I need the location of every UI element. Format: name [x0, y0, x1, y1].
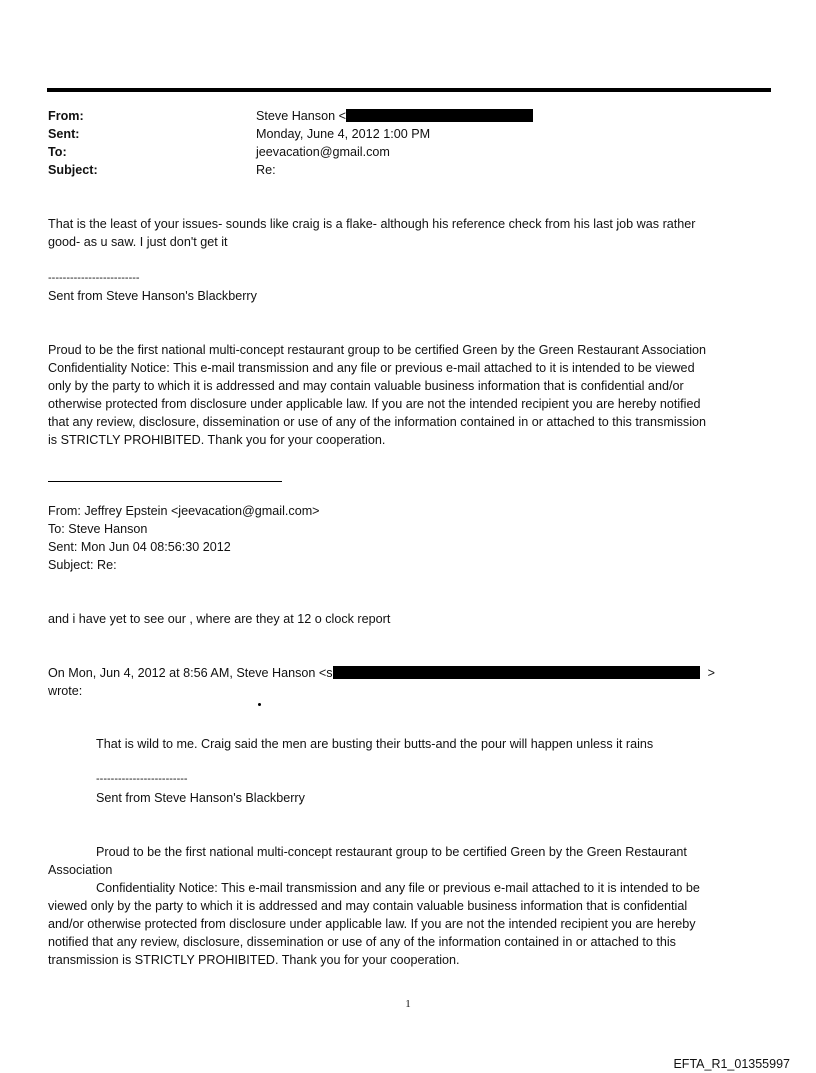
from-label: From: — [48, 109, 84, 123]
confidentiality-line-5: is STRICTLY PROHIBITED. Thank you for your cooperation. — [48, 433, 386, 447]
signature-separator: ------------------------- — [48, 272, 140, 284]
quoted-message: and i have yet to see our , where are they at 12 o clock report — [48, 612, 391, 626]
subject-label: Subject: — [48, 163, 98, 177]
nested-signature: Sent from Steve Hanson's Blackberry — [96, 791, 305, 805]
nested-confidentiality-2: viewed only by the party to which it is addressed and may contain valuable business information that is confidential — [48, 899, 688, 913]
confidentiality-line-4: that any review, disclosure, dissemination or use of any of the information contained in or attached to this transmission — [48, 415, 707, 429]
green-notice: Proud to be the first national multi-concept restaurant group to be certified Green by the Green Restaurant Association — [48, 343, 707, 357]
to-label: To: — [48, 145, 67, 159]
quoted-subject: Subject: Re: — [48, 558, 117, 572]
nested-confidentiality-3: and/or otherwise protected from disclosure under applicable law. If you are not the intended recipient you are hereby — [48, 917, 696, 931]
from-value — [256, 107, 533, 125]
on-wrote-line — [48, 664, 768, 682]
nested-confidentiality-1: Confidentiality Notice: This e-mail transmission and any file or previous e-mail attached to it is intended to be — [96, 881, 700, 895]
redaction-bar — [333, 666, 700, 679]
confidentiality-line-2: only by the party to which it is addressed and may contain valuable business information that is confidential and/or — [48, 379, 684, 393]
nested-confidentiality-5: transmission is STRICTLY PROHIBITED. Thank you for your cooperation. — [48, 953, 460, 967]
body-line-1: That is the least of your issues- sounds like craig is a flake- although his reference check from his last job was rather — [48, 217, 696, 231]
stray-mark — [258, 703, 261, 706]
quoted-to: To: Steve Hanson — [48, 522, 148, 536]
sent-label: Sent: — [48, 127, 80, 141]
nested-message: That is wild to me. Craig said the men are busting their butts-and the pour will happen unless it rains — [96, 737, 654, 751]
on-wrote-text: On Mon, Jun 4, 2012 at 8:56 AM, Steve Hanson <s — [48, 666, 333, 680]
from-value-text: Steve Hanson < — [256, 109, 346, 123]
nested-green-notice-2: Association — [48, 863, 113, 877]
wrote-label: wrote: — [48, 684, 83, 698]
quote-divider — [48, 481, 282, 482]
on-wrote-end: > — [707, 666, 715, 680]
header-rule — [47, 88, 771, 92]
redaction-bar — [346, 109, 533, 122]
body-line-2: good- as u saw. I just don't get it — [48, 235, 228, 249]
page-number: 1 — [405, 998, 411, 1010]
confidentiality-line-1: Confidentiality Notice: This e-mail transmission and any file or previous e-mail attached to it is intended to be viewed — [48, 361, 695, 375]
quoted-from: From: Jeffrey Epstein <jeevacation@gmail.com> — [48, 504, 320, 518]
nested-confidentiality-4: notified that any review, disclosure, dissemination or use of any of the information contained in or attached to this — [48, 935, 676, 949]
to-value: jeevacation@gmail.com — [256, 145, 390, 159]
nested-signature-separator: ------------------------- — [96, 773, 188, 785]
subject-value: Re: — [256, 163, 276, 177]
sent-value: Monday, June 4, 2012 1:00 PM — [256, 127, 431, 141]
confidentiality-line-3: otherwise protected from disclosure under applicable law. If you are not the intended recipient you are hereby notified — [48, 397, 701, 411]
nested-green-notice-1: Proud to be the first national multi-concept restaurant group to be certified Green by the Green Restaurant — [96, 845, 687, 859]
signature-line: Sent from Steve Hanson's Blackberry — [48, 289, 257, 303]
quoted-sent: Sent: Mon Jun 04 08:56:30 2012 — [48, 540, 231, 554]
bates-number: EFTA_R1_01355997 — [673, 1057, 790, 1071]
